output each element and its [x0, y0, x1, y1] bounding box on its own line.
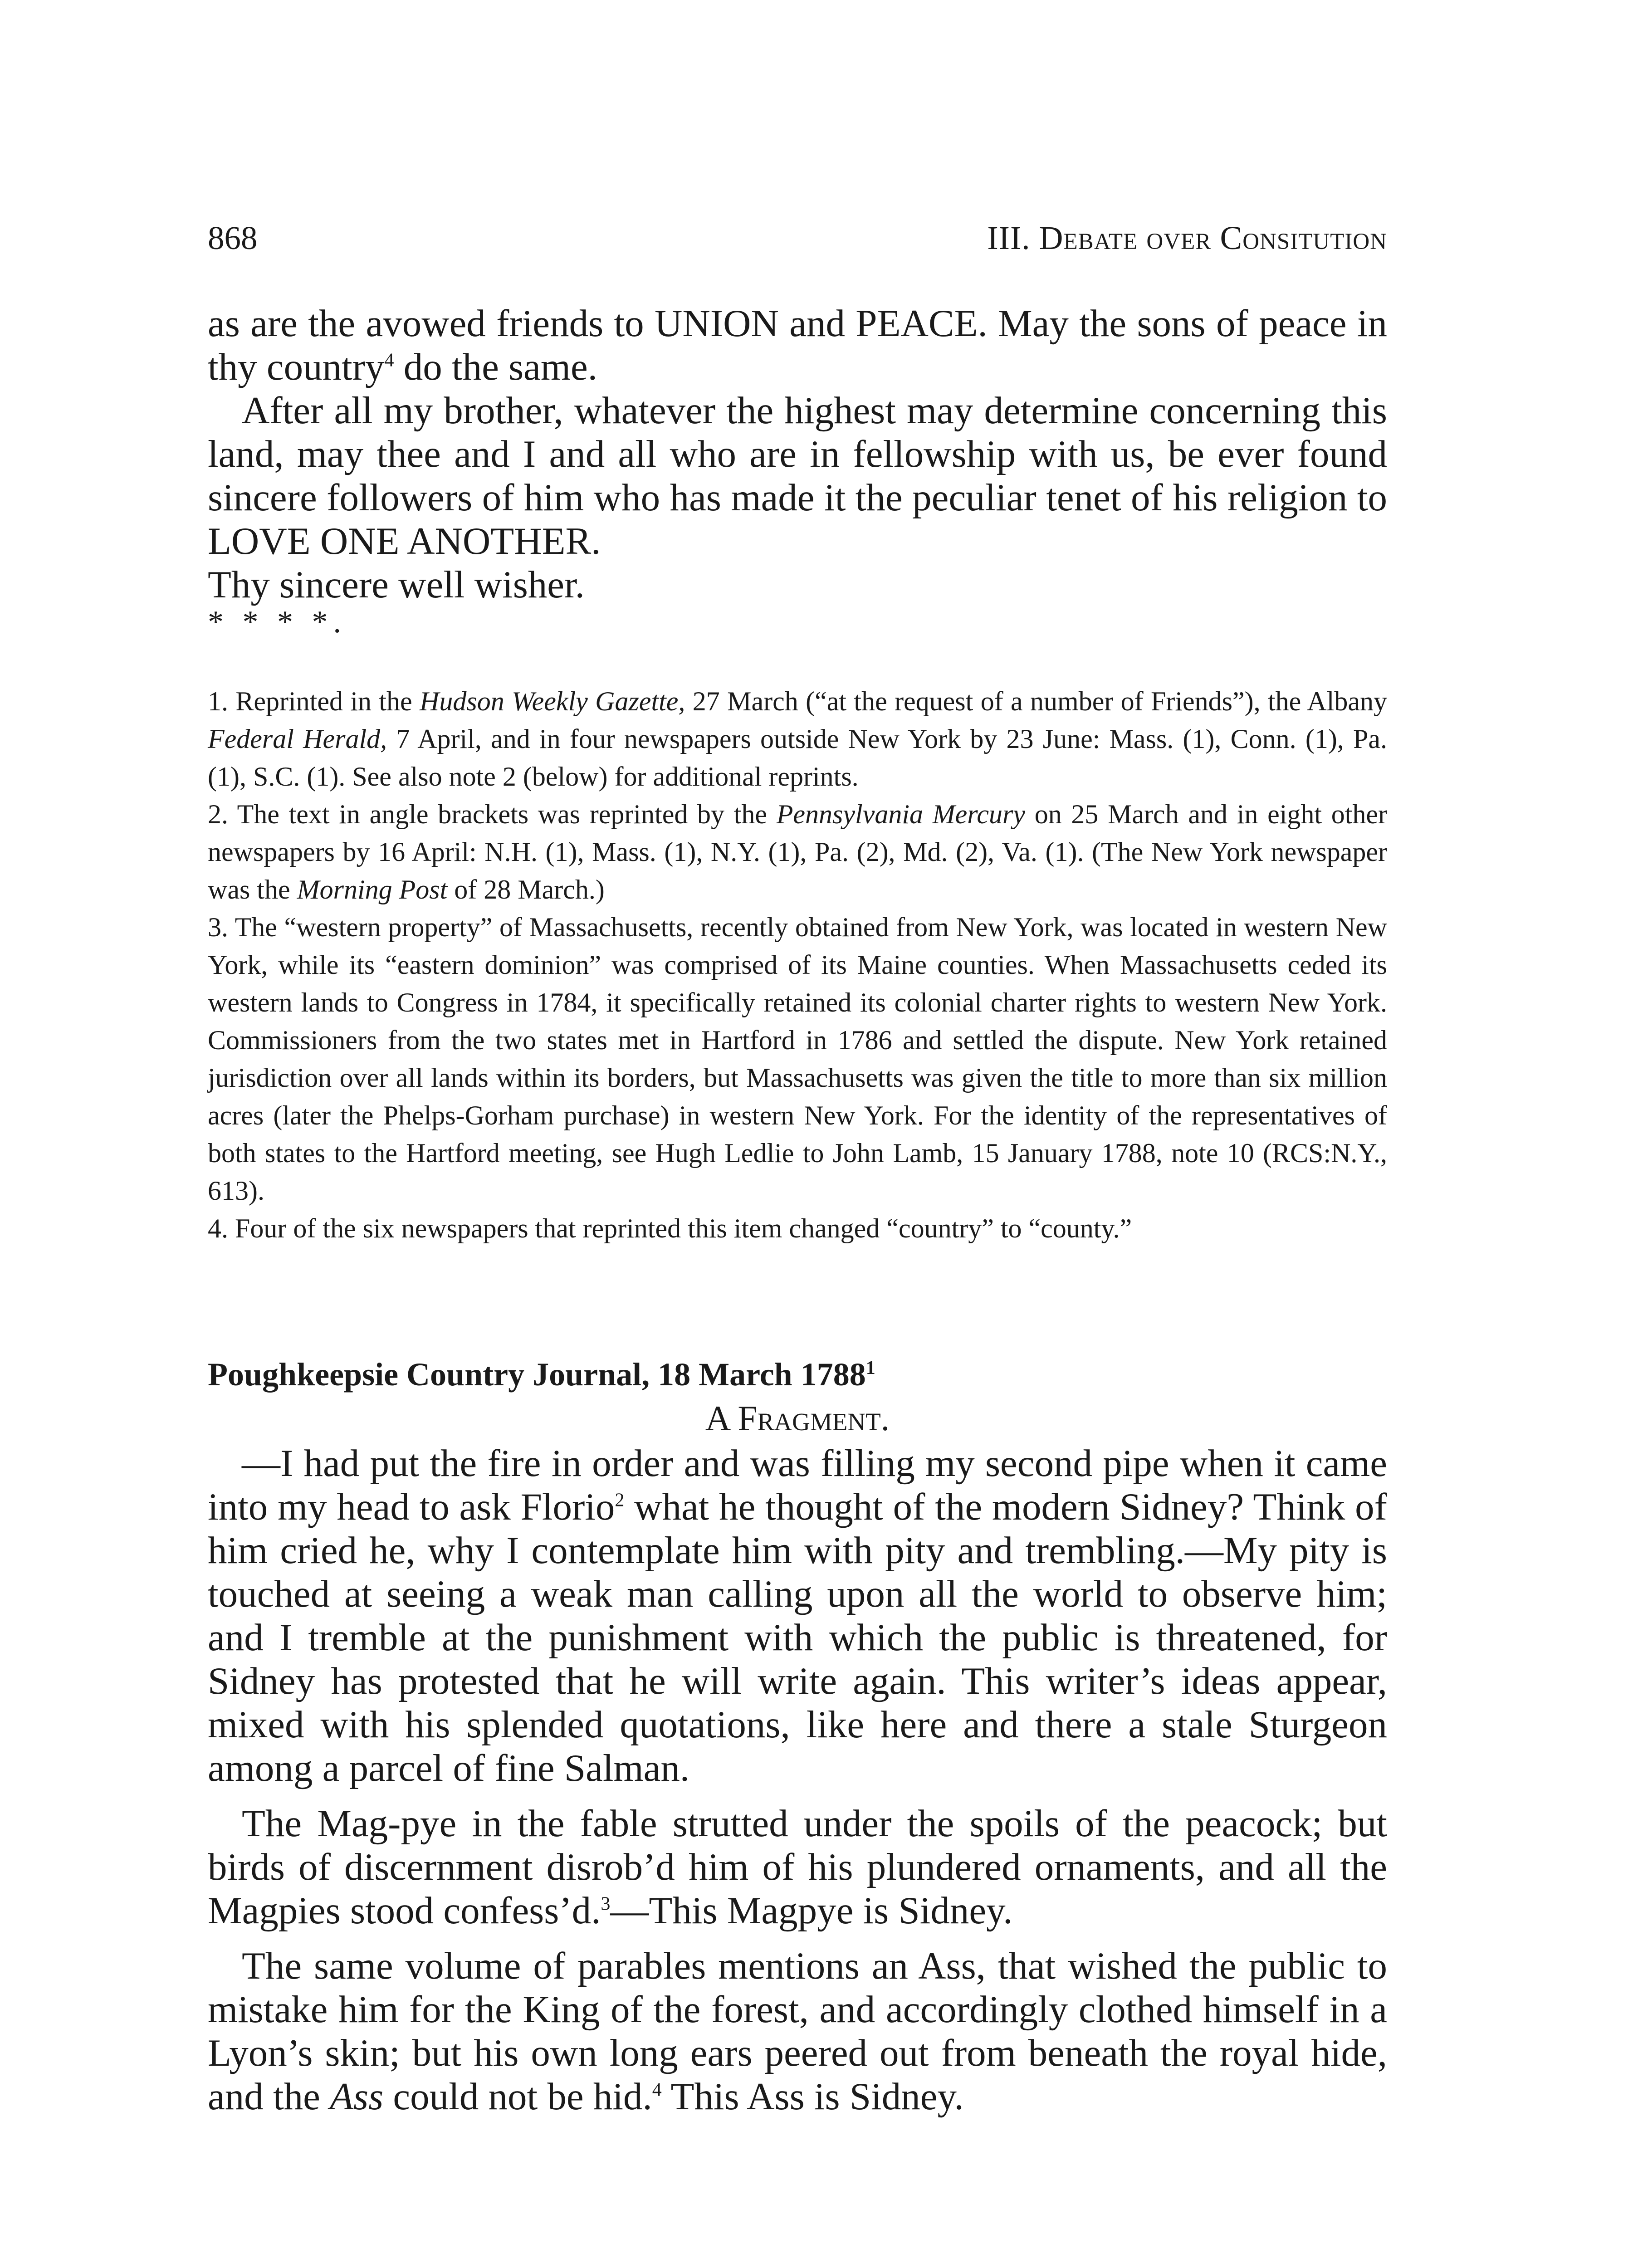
paragraph-text: what he thought of the modern Sidney? Think of him cried he, why I contemplate him with pity and trembling.—My pity is touched at seeing a weak man calling upon all the world to observe him; and I tremble at the punishment with which the public is threatened, for Sidney has protested that he will write again. This writer’s ideas appear, mixed with his splended quotations, like here and there a stale Sturgeon among a parcel of fine Salman. — [208, 1486, 1387, 1789]
footnote-text: 7 April, and in four newspapers outside New York by 23 June: Mass. (1), Conn. (1), Pa. (1), S.C. (1). See also note 2 (below) for additional reprints. — [208, 724, 1387, 792]
paragraph-text: This Ass is Sidney. — [661, 2075, 964, 2118]
footnote-text: 2. The text in angle brackets was reprinted by the — [208, 799, 777, 829]
footnote — [208, 796, 1387, 909]
article-paragraph — [208, 1442, 1387, 1790]
body-paragraph — [208, 302, 1387, 389]
paragraph-text: —This Magpye is Sidney. — [610, 1889, 1013, 1932]
footnotes — [208, 683, 1387, 1247]
signature: * * * *. — [208, 605, 347, 640]
book-page — [208, 0, 1387, 2268]
paragraph-text: as are the avowed friends to UNION and PEACE. May the sons of peace in thy country — [208, 302, 1387, 388]
footnote-ref: 2 — [615, 1490, 625, 1511]
article-paragraph — [208, 1944, 1387, 2118]
body-paragraph: After all my brother, whatever the highest may determine concerning this land, may thee and I and all who are in fellowship with us, be ever found sincere followers of him who has made it the peculiar tenet of his religion to LOVE ONE ANOTHER. — [208, 389, 1387, 562]
running-head — [208, 218, 1387, 259]
paragraph-text: —I had put the fire in order and was filling my second pipe when it came into my head to ask Florio — [208, 1442, 1387, 1528]
letter-conclusion — [208, 302, 1387, 638]
footnote — [208, 683, 1387, 796]
page-number: 868 — [208, 220, 258, 256]
paragraph-text: The Mag-pye in the fable strutted under the spoils of the peacock; but birds of discernment disrob’d him of his plundered ornaments, and all the Magpies stood confess’d. — [208, 1802, 1387, 1932]
footnote-text: of 28 March.) — [447, 875, 605, 904]
footnote: 3. The “western property” of Massachusetts, recently obtained from New York, was located in western New York, while its “eastern dominion” was comprised of its Maine counties. When Massachusetts ceded its western lands to Congress in 1784, it specifically retained its colonial charter rights to western New York. Commissioners from the two states met in Hartford in 1786 and settled the dispute. New York retained jurisdiction over all lands within its borders, but Massachusetts was given the title to more than six million acres (later the Phelps-Gorham purchase) in western New York. For the identity of the representatives of both states to the Hartford meeting, see Hugh Ledlie to John Lamb, 15 January 1788, note 10 (RCS:N.Y., 613). — [208, 912, 1387, 1206]
closing-salutation: Thy sincere well wisher. — [208, 563, 585, 606]
fragment-title: A Fragment. — [705, 1398, 890, 1438]
footnote-ref: 1 — [865, 1358, 875, 1378]
paragraph-text: do the same. — [394, 346, 598, 388]
newspaper-title: Federal Herald, — [208, 724, 387, 754]
article-paragraph — [208, 1802, 1387, 1932]
newspaper-title: Morning Post — [297, 875, 448, 904]
article-heading-text: Poughkeepsie Country Journal, 18 March 1788 — [208, 1356, 866, 1393]
newspaper-title: Pennsylvania Mercury — [776, 799, 1026, 829]
footnote-text: on 25 March and in eight other newspapers by 16 April: N.H. (1), Mass. (1), N.Y. (1), Pa. (2), Md. (2), Va. (1). (The New York newspaper was the — [208, 799, 1388, 904]
footnote-text: 27 March (“at the request of a number of Friends”), the Albany — [685, 686, 1387, 716]
italic-word: Ass — [330, 2075, 384, 2118]
footnote-ref: 4 — [384, 350, 394, 371]
newspaper-title: Hudson Weekly Gazette, — [420, 686, 685, 716]
article-heading — [208, 1354, 1387, 1395]
paragraph-text: could not be hid. — [383, 2075, 652, 2118]
article-body — [208, 1442, 1387, 2118]
section-title: III. Debate over Consitution — [987, 220, 1387, 256]
paragraph-text: The same volume of parables mentions an Ass, that wished the public to mistake him for the King of the forest, and accordingly clothed himself in a Lyon’s skin; but his own long ears peered out from beneath the royal hide, and the — [208, 1945, 1387, 2118]
footnote-text: 1. Reprinted in the — [208, 686, 420, 716]
footnote: 4. Four of the six newspapers that reprinted this item changed “country” to “county.” — [208, 1213, 1132, 1243]
footnote-ref: 4 — [652, 2079, 662, 2101]
footnote-ref: 3 — [601, 1893, 611, 1915]
